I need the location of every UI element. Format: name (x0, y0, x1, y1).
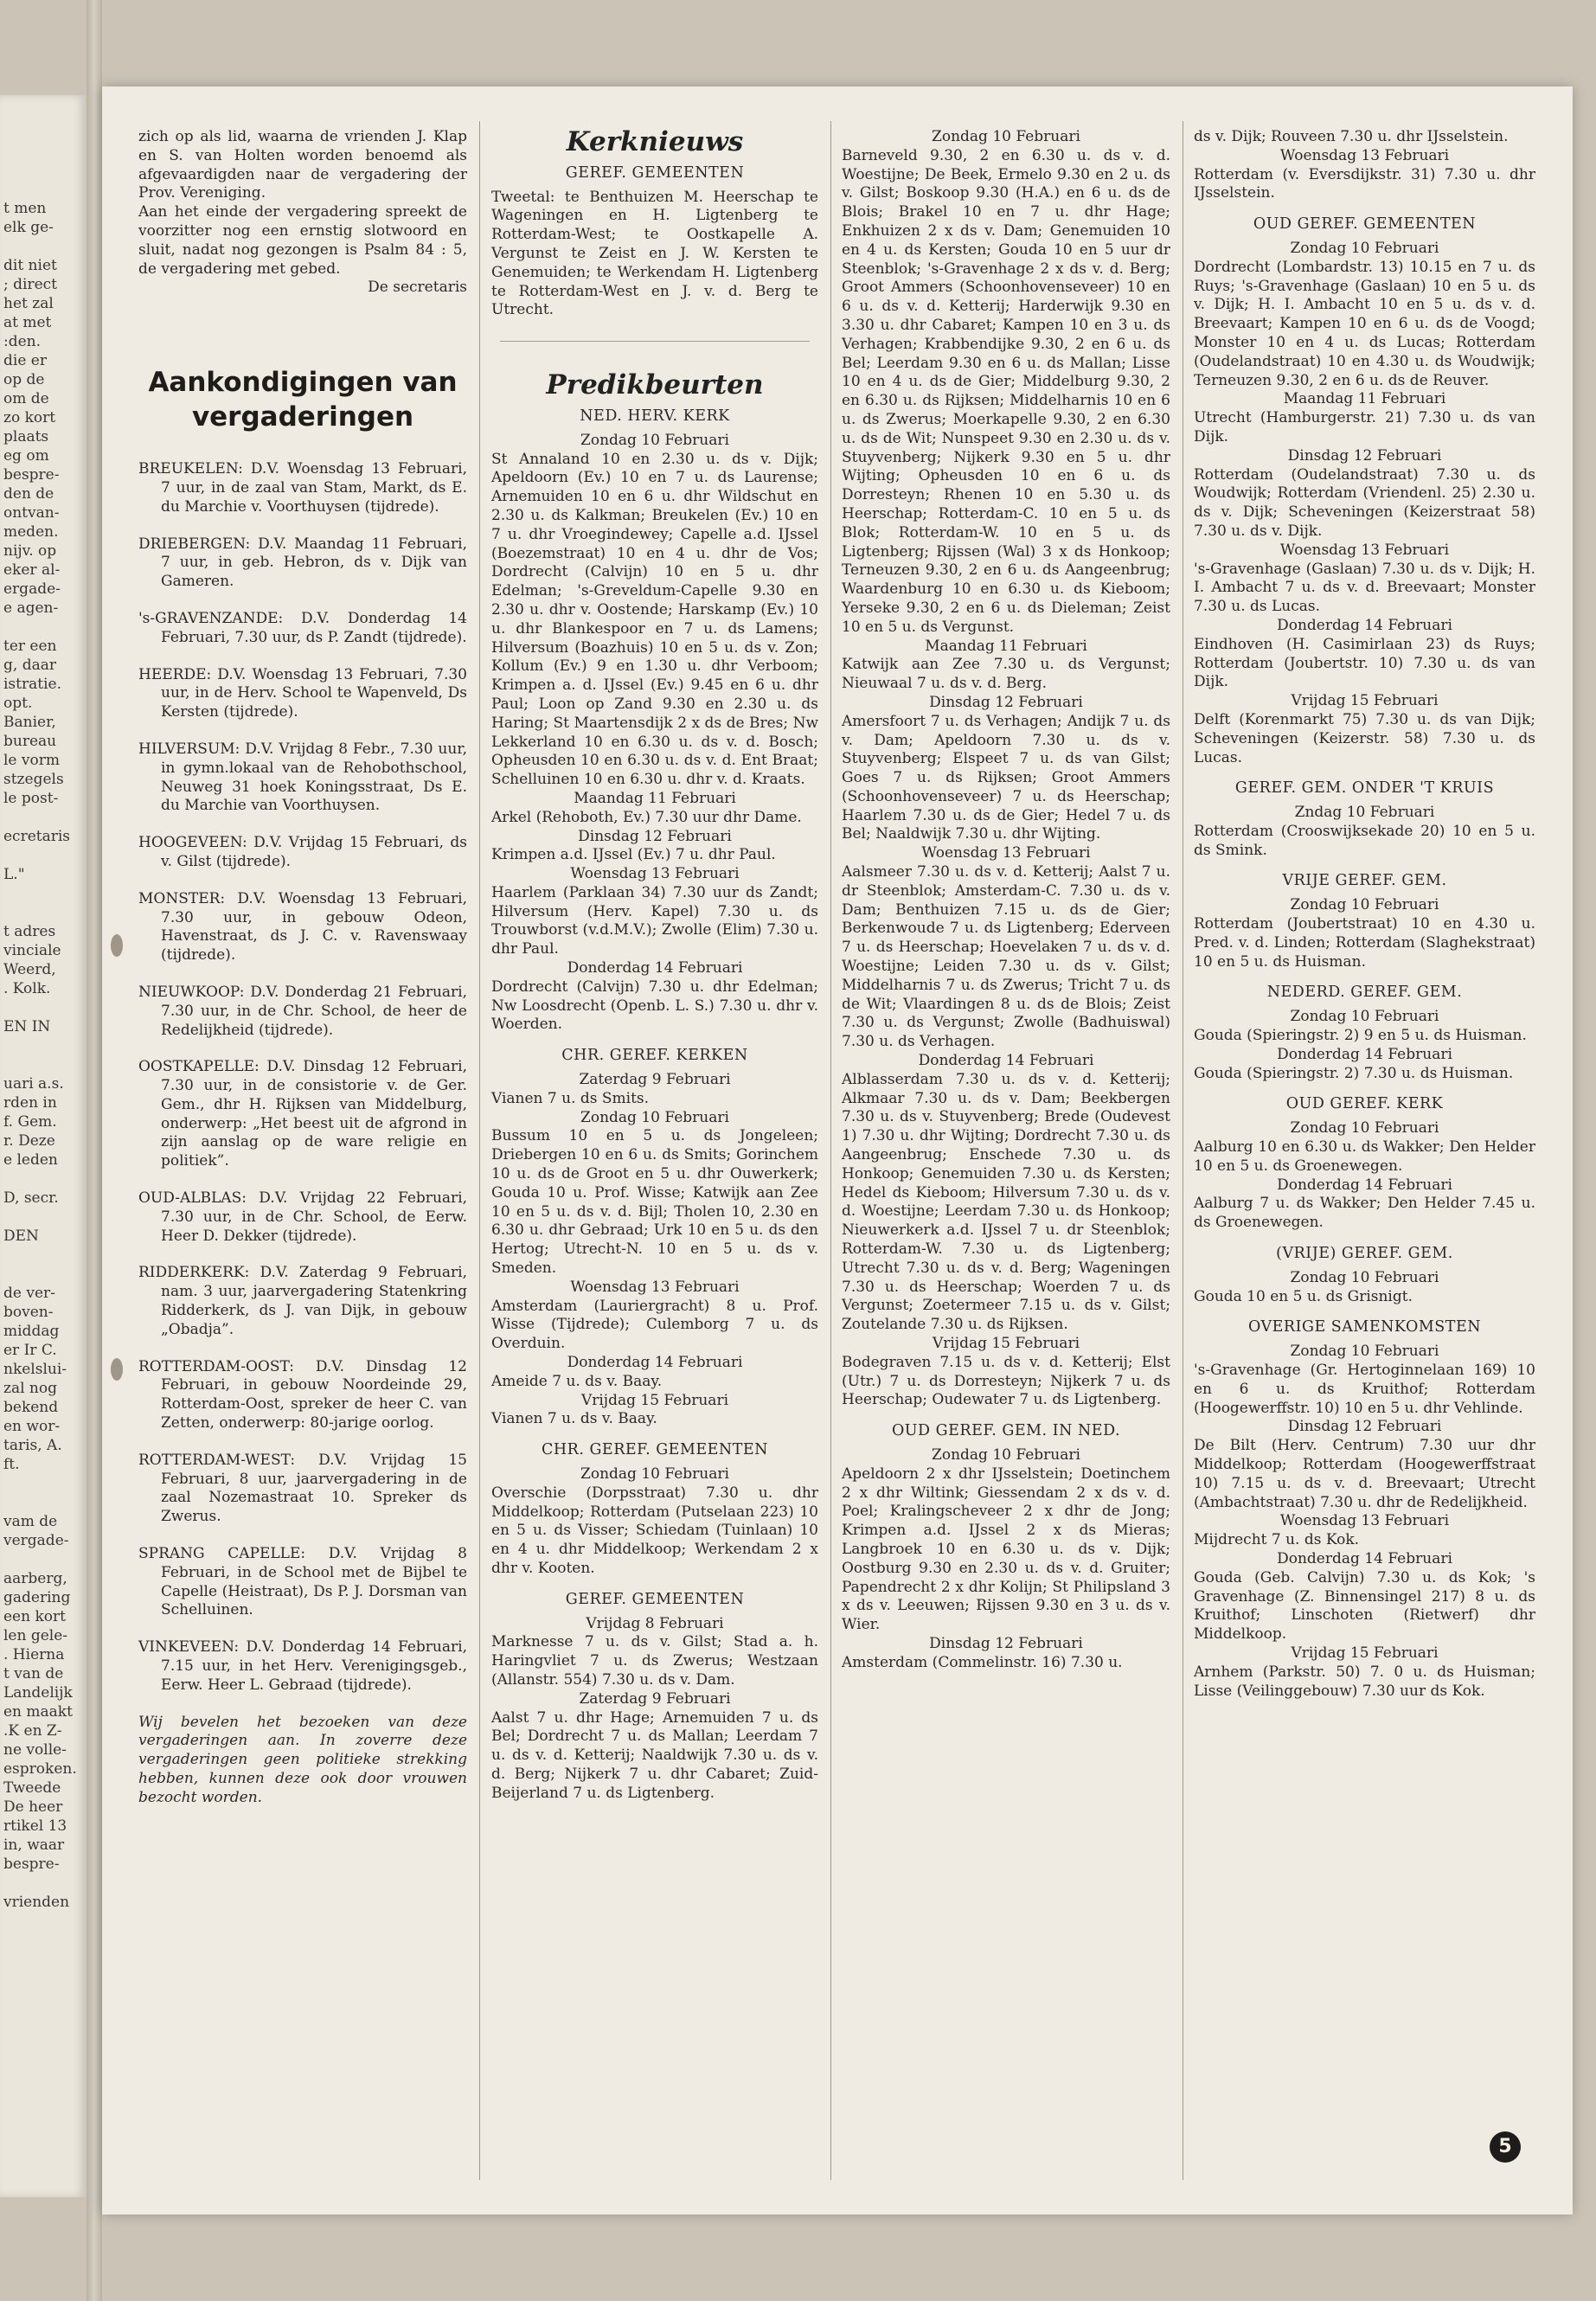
announcement-item: OOSTKAPELLE: D.V. Dinsdag 12 Februari, 7.30 uur, in de consistorie v. de Ger. Gem., dhr H. Rijksen van Middelburg, onderwerp: „Het beest uit de afgrond in zijn aanslag op de ware religie en politiek”. (138, 1058, 467, 1170)
secretary-signature: De secretaris (368, 279, 467, 297)
announcements-heading: Aankondigingen van vergaderingen (148, 367, 458, 433)
predikbeurten-heading: Predikbeurten (546, 369, 764, 401)
meeting-report-closing: Aan het einde der vergadering spreekt de voorzitter nog een ernstig slotwoord en sluit, nadat nog gezongen is Psalm 84 : 5, de vergadering met gebed. (138, 203, 467, 278)
left-fragment-line: een kort (3, 1608, 66, 1625)
left-fragment-line (3, 884, 83, 903)
announcement-list (138, 460, 467, 1695)
left-fragment-line: t adres (3, 923, 56, 940)
day-heading: Woensdag 13 Februari (1279, 541, 1450, 559)
announcement-item: BREUKELEN: D.V. Woensdag 13 Februari, 7 uur, in de zaal van Stam, Markt, ds E. du Marchie v. Voorthuysen (tijdrede). (138, 460, 467, 516)
left-fragment-line: op de (3, 371, 45, 388)
day-heading: Maandag 11 Februari (925, 637, 1087, 655)
left-fragment-line: L." (3, 866, 25, 883)
day-heading: Vrijdag 15 Februari (1291, 692, 1439, 710)
left-fragment-line: nijv. op (3, 542, 57, 560)
left-fragment-line: vergade- (3, 1532, 69, 1549)
left-fragment-line: vinciale (3, 942, 61, 959)
sermon-listing-text: Aalsmeer 7.30 u. ds v. d. Ketterij; Aalst 7 u. dr Steenblok; Amsterdam-C. 7.30 u. ds v. Dam; Benthuizen 7.15 u. ds de Gier; Berkenwoude 7 u. ds Ligtenberg; Ederveen 7 u. ds Heerschap; Hoevelaken 7 u. ds v. d. Woestijne; Leiden 7.30 u. ds v. Gilst; Middelharnis 7 u. ds Zwerus; Tricht 7 u. ds de Wit; Vlaardingen 8 u. ds de Blois; Zeist 7.30 u. ds Vergunst; Zwolle (Badhuiswal) 7.30 u. ds Verhagen. (842, 863, 1170, 1051)
sermon-listing-text: Rotterdam (v. Eversdijkstr. 31) 7.30 u. dhr IJsselstein. (1194, 165, 1535, 202)
left-fragment-line: le vorm (3, 752, 60, 769)
announcement-item: VINKEVEEN: D.V. Donderdag 14 Februari, 7.15 uur, in het Herv. Verenigingsgeb., Eerw. Heer L. Gebraad (tijdrede). (138, 1638, 467, 1694)
day-heading: Donderdag 14 Februari (1277, 1549, 1452, 1567)
section-heading: CHR. GEREF. GEMEENTEN (542, 1441, 768, 1459)
day-heading: Woensdag 13 Februari (570, 1278, 740, 1296)
section-heading: GEREF. GEMEENTEN (565, 1590, 745, 1608)
newspaper-page (102, 87, 1573, 2214)
left-fragment-line: e leden (3, 1151, 58, 1169)
left-fragment-line: ter een (3, 638, 57, 655)
sermon-listing-text: Vianen 7 u. ds Smits. (491, 1089, 650, 1107)
section-heading: OUD GEREF. GEM. IN NED. (891, 1422, 1121, 1440)
sermon-listing-text: Bodegraven 7.15 u. ds v. d. Ketterij; Elst (Utr.) 7 u. ds Dorresteyn; Nijkerk 7 u. ds Heerschap; Oudewater 7 u. ds Ligtenberg. (842, 1353, 1170, 1409)
meeting-report-intro: zich op als lid, waarna de vrienden J. Klap en S. van Holten worden benoemd als afgevaardigden naar de vergadering der Prov. Vereniging. (138, 128, 467, 202)
sermon-listings (1194, 128, 1535, 1701)
left-fragment-line: bureau (3, 733, 57, 750)
sermon-listings (842, 128, 1170, 1673)
column-rule (479, 121, 480, 2180)
sermon-listing-text: Delft (Korenmarkt 75) 7.30 u. ds van Dijk; Scheveningen (Keizerstr. 58) 7.30 u. ds Lucas. (1194, 710, 1535, 766)
left-fragment-line: ne volle- (3, 1741, 67, 1759)
left-fragment-line: . Hierna (3, 1646, 65, 1663)
left-fragment-line: Weerd, (3, 961, 56, 978)
day-heading: Woensdag 13 Februari (570, 865, 740, 883)
day-heading: Zondag 10 Februari (1290, 1268, 1439, 1286)
column-announcements (138, 128, 467, 1808)
left-fragment-line (3, 903, 83, 922)
left-fragment-line (3, 1246, 83, 1265)
day-heading: Zondag 10 Februari (1290, 239, 1439, 257)
left-fragment-line: ergade- (3, 580, 61, 598)
binding-hole (111, 934, 123, 957)
day-heading: Vrijdag 15 Februari (1291, 1644, 1439, 1662)
day-heading: Zndag 10 Februari (1294, 804, 1435, 822)
page-number: 5 (1490, 2131, 1521, 2163)
day-heading: Zondag 10 Februari (1290, 1343, 1439, 1361)
sermon-listing-text: Haarlem (Parklaan 34) 7.30 uur ds Zandt; Hilversum (Herv. Kapel) 7.30 u. ds Trouwborst (v.d.M.V.); Zwolle (Elim) 7.30 u. dhr Paul. (491, 883, 818, 958)
announcement-item: 's-GRAVENZANDE: D.V. Donderdag 14 Februari, 7.30 uur, ds P. Zandt (tijdrede). (138, 609, 467, 646)
sermon-listing-text: Alblasserdam 7.30 u. ds v. d. Ketterij; Alkmaar 7.30 u. ds v. Dam; Beekbergen 7.30 u. ds v. Stuyvenberg; Brede (Oudevest 1) 7.30 u. dhr Wijting; Dordrecht 7.30 u. ds Aangeenbrug; Enschede 7.30 u. ds Honkoop; Genemuiden 7.30 u. ds Kersten; Hedel ds Kieboom; Hilversum 7.30 u. ds v. d. Woestijne; Leerdam 7.30 u. ds Honkoop; Nieuwerkerk a.d. IJssel 7 u. dr Steenblok; Rotterdam-W. 7.30 u. ds Ligtenberg; Utrecht 7.30 u. ds v. d. Berg; Wageningen 7.30 u. ds Heerschap; Woerden 7 u. ds Vergunst; Zoetermeer 7.15 u. ds v. Gilst; Zoutelande 7.30 u. ds Rijksen. (842, 1070, 1170, 1334)
day-heading: Zaterdag 9 Februari (579, 1689, 731, 1708)
day-heading: Zondag 10 Februari (580, 1465, 729, 1483)
left-fragment-line: boven- (3, 1304, 54, 1321)
left-fragment-line: meden. (3, 523, 59, 541)
left-fragment-line: le post- (3, 790, 59, 807)
left-fragment-line: Tweede (3, 1779, 61, 1797)
day-heading: Zondag 10 Februari (1290, 896, 1439, 914)
left-fragment-line: de ver- (3, 1285, 55, 1302)
left-fragment-line: len gele- (3, 1627, 68, 1644)
section-heading: NEDERD. GEREF. GEM. (1266, 984, 1463, 1002)
announcement-item: ROTTERDAM-WEST: D.V. Vrijdag 15 Februari, 8 uur, jaarvergadering in de zaal Nozemastraat 10. Spreker ds Zwerus. (138, 1451, 467, 1526)
left-fragment-line: die er (3, 352, 47, 369)
sermon-listing-text: Gouda 10 en 5 u. ds Grisnigt. (1194, 1287, 1413, 1305)
day-heading: Maandag 11 Februari (1283, 390, 1446, 408)
page-gutter (87, 0, 102, 2301)
left-fragment-line: bespre- (3, 466, 60, 484)
section-heading: GEREF. GEMEENTEN (565, 163, 745, 182)
sermon-listing-text: Eindhoven (H. Casimirlaan 23) ds Ruys; Rotterdam (Joubertstr. 10) 7.30 u. ds van Dijk. (1194, 635, 1535, 691)
left-fragment-line: . Kolk. (3, 980, 51, 997)
left-fragment-line: aarberg, (3, 1570, 67, 1587)
left-fragment-line: g, daar (3, 657, 56, 674)
left-fragment-line: stzegels (3, 771, 64, 788)
day-heading: Dinsdag 12 Februari (929, 693, 1083, 711)
left-fragment-line: f. Gem. (3, 1113, 57, 1131)
left-fragment-line: elk ge- (3, 219, 54, 236)
left-fragment-line: rtikel 13 (3, 1817, 67, 1835)
left-fragment-line (3, 1208, 83, 1227)
tweetal-text: Tweetal: te Benthuizen M. Heerschap te Wageningen en H. Ligtenberg te Rotterdam-West; te Oostkapelle A. Vergunst te Zeist en J. W. Kersten te Genemuiden; te Werkendam H. Ligtenberg te Rotterdam-West en J. v. d. Berg te Utrecht. (491, 188, 818, 319)
left-fragment-line: esproken. (3, 1760, 77, 1778)
column-sermons-2 (842, 128, 1170, 1673)
left-page-text-fragments (3, 199, 83, 1912)
section-heading: OUD GEREF. GEMEENTEN (1253, 215, 1477, 234)
section-heading: (VRIJE) GEREF. GEM. (1276, 1245, 1453, 1263)
announcement-item: ROTTERDAM-OOST: D.V. Dinsdag 12 Februari, in gebouw Noordeinde 29, Rotterdam-Oost, spreker de heer C. van Zetten, onderwerp: 80-jarige oorlog. (138, 1357, 467, 1433)
left-fragment-line: plaats (3, 428, 49, 445)
sermon-listing-text: Gouda (Geb. Calvijn) 7.30 u. ds Kok; 's Gravenhage (Z. Binnensingel 217) 8 u. ds Kruithof; Linschoten (Rietwerf) dhr Middelkoop. (1194, 1568, 1535, 1644)
sermon-listing-text: 's-Gravenhage (Gr. Hertoginnelaan 169) 10 en 6 u. ds Kruithof; Rotterdam (Hoogewerffstr. 10) 10 en 5 u. dhr Vehlinde. (1194, 1362, 1535, 1417)
left-fragment-line (3, 1474, 83, 1493)
left-fragment-line: DEN (3, 1227, 39, 1245)
sermon-listing-text: Katwijk aan Zee 7.30 u. ds Vergunst; Nieuwaal 7 u. ds v. d. Berg. (842, 656, 1170, 693)
left-fragment-line: Landelijk (3, 1684, 73, 1702)
announcement-item: HOOGEVEEN: D.V. Vrijdag 15 Februari, ds v. Gilst (tijdrede). (138, 834, 467, 870)
sermon-listing-text: Aalst 7 u. dhr Hage; Arnemuiden 7 u. ds Bel; Dordrecht 7 u. ds Mallan; Leerdam 7 u. ds v. d. Ketterij; Naaldwijk 7.30 u. ds v. d. Berg; Nijkerk 7 u. dhr Cabaret; Zuid-Beijerland 7 u. ds Ligtenberg. (491, 1708, 818, 1802)
day-heading: Donderdag 14 Februari (1277, 616, 1452, 634)
left-fragment-line: taris, A. (3, 1437, 62, 1454)
announcement-item: OUD-ALBLAS: D.V. Vrijdag 22 Februari, 7.30 uur, in de Chr. School, de Eerw. Heer D. Dekker (tijdrede). (138, 1189, 467, 1245)
day-heading: Dinsdag 12 Februari (1287, 1418, 1442, 1436)
day-heading: Maandag 11 Februari (574, 789, 736, 807)
day-heading: Dinsdag 12 Februari (578, 827, 732, 845)
left-fragment-line: EN IN (3, 1018, 51, 1035)
left-fragment-line: ft. (3, 1456, 20, 1473)
left-fragment-line: zal nog (3, 1380, 57, 1397)
sermon-listing-text: Rotterdam (Oudelandstraat) 7.30 u. ds Woudwijk; Rotterdam (Vriendenl. 25) 2.30 u. ds v. Dijk; Scheveningen (Keizerstraat 58) 7.30 u. ds v. Dijk. (1194, 465, 1535, 540)
left-fragment-line: r. Deze (3, 1132, 55, 1150)
left-fragment-line: e agen- (3, 599, 59, 617)
left-fragment-line: in, waar (3, 1836, 65, 1854)
left-fragment-line: t men (3, 200, 47, 217)
left-fragment-line: opt. (3, 695, 33, 712)
announcement-item: HILVERSUM: D.V. Vrijdag 8 Febr., 7.30 uur, in gymn.lokaal van de Rehobothschool, Neuweg 31 hoek Koningsstraat, Ds E. du Marchie van Voorthuysen. (138, 740, 467, 815)
left-fragment-line: er Ir C. (3, 1342, 57, 1359)
left-page-edge (0, 95, 87, 2197)
left-fragment-line (3, 998, 83, 1017)
section-divider (500, 341, 810, 342)
left-fragment-line (3, 1036, 83, 1055)
sermon-listing-text: Amsterdam (Lauriergracht) 8 u. Prof. Wisse (Tijdrede); Culemborg 7 u. ds Overduin. (491, 1297, 818, 1353)
sermon-listing-text: Dordrecht (Calvijn) 7.30 u. dhr Edelman; Nw Loosdrecht (Openb. L. S.) 7.30 u. dhr v. Woerden. (491, 977, 818, 1034)
announcement-item: HEERDE: D.V. Woensdag 13 Februari, 7.30 uur, in de Herv. School te Wapenveld, Ds Kersten (tijdrede). (138, 665, 467, 721)
left-fragment-line: D, secr. (3, 1189, 59, 1207)
left-fragment-line: gadering (3, 1589, 71, 1606)
kerknieuws-heading: Kerknieuws (566, 126, 744, 157)
left-fragment-line: t van de (3, 1665, 64, 1682)
left-fragment-line (3, 1874, 83, 1893)
sermon-listing-text: Dordrecht (Lombardstr. 13) 10.15 en 7 u. ds Ruys; 's-Gravenhage (Gaslaan) 10 en 5 u. ds v. Dijk; H. I. Ambacht 10 en 5 u. ds v. d. Breevaart; Kampen 10 en 6 u. ds de Voogd; Monster 10 en 4 u. ds Lucas; Rotterdam (Oudelandstraat) 10 en 4.30 u. ds Woudwijk; Terneuzen 9.30, 2 en 6 u. ds de Reuver. (1194, 258, 1535, 389)
section-heading: VRIJE GEREF. GEM. (1282, 872, 1447, 890)
announcement-item: DRIEBERGEN: D.V. Maandag 11 Februari, 7 uur, in geb. Hebron, ds v. Dijk van Gameren. (138, 535, 467, 591)
day-heading: Donderdag 14 Februari (1277, 1045, 1452, 1063)
sermon-listing-text: Overschie (Dorpsstraat) 7.30 u. dhr Middelkoop; Rotterdam (Putselaan 223) 10 en 5 u. ds Visser; Schiedam (Tuinlaan) 10 en 4 u. dhr Middelkoop; Werkendam 2 x dhr v. Kooten. (491, 1484, 818, 1577)
sermon-listing-text: ds v. Dijk; Rouveen 7.30 u. dhr IJsselstein. (1194, 128, 1509, 145)
binding-hole (111, 1358, 123, 1381)
day-heading: Vrijdag 15 Februari (932, 1335, 1080, 1352)
day-heading: Donderdag 14 Februari (567, 1354, 743, 1372)
announcement-item: RIDDERKERK: D.V. Zaterdag 9 Februari, nam. 3 uur, jaarvergadering Statenkring Ridderkerk, ds J. van Dijk, in gebouw „Obadja”. (138, 1264, 467, 1338)
sermon-listing-text: St Annaland 10 en 2.30 u. ds v. Dijk; Apeldoorn (Ev.) 10 en 7 u. ds Laurense; Arnemuiden 10 en 6 u. dhr Wildschut en 2.30 u. ds Kalkman; Breukelen (Ev.) 10 en 7 u. dhr Vroegindewey; Capelle a.d. IJssel (Boezemstraat) 10 en 4 u. dhr de Vos; Dordrecht (Calvijn) 10 en 5 u. dhr Edelman; 's-Greveldum-Capelle 9.30 en 2.30 u. dhr v. Oostende; Harskamp (Ev.) 10 u. dhr Blankespoor en 7 u. ds Lamens; Hilversum (Boazhuis) 10 en 5 u. ds v. Zon; Kollum (Ev.) 9 en 1.30 u. dhr Verboom; Krimpen a. d. IJssel (Ev.) 9.45 en 6 u. dhr Paul; Loon op Zand 9.30 en 2.30 u. ds Haring; St Maartensdijk 2 x ds de Bres; Nw Lekkerland 10 en 6.30 u. ds v. d. Bosch; Opheusden 10 en 6.30 u. ds v. d. Ent Braat; Schelluinen 10 en 6.30 u. dhr v. d. Kraats. (491, 450, 818, 789)
column-sermons-3 (1194, 128, 1535, 1701)
day-heading: Woensdag 13 Februari (1279, 1512, 1450, 1530)
left-fragment-line: rden in (3, 1094, 57, 1112)
section-heading: OVERIGE SAMENKOMSTEN (1247, 1318, 1482, 1336)
day-heading: Dinsdag 12 Februari (929, 1634, 1083, 1652)
column-rule (830, 121, 831, 2180)
left-fragment-line (3, 1055, 83, 1074)
left-fragment-line (3, 808, 83, 827)
left-fragment-line: nkelslui- (3, 1361, 67, 1378)
day-heading: Dinsdag 12 Februari (1287, 446, 1442, 465)
left-fragment-line: bekend (3, 1399, 59, 1416)
left-fragment-line: vam de (3, 1513, 58, 1530)
sermon-listing-text: Amersfoort 7 u. ds Verhagen; Andijk 7 u. ds v. Dam; Apeldoorn 7.30 u. ds v. Stuyvenberg; Elspeet 7 u. ds van Gilst; Goes 7 u. ds Rijksen; Groot Ammers (Schoonhovenseveer) 7 u. ds Heerschap; Haarlem 7.30 u. ds de Gier; Hedel 7 u. ds Bel; Naaldwijk 7.30 u. dhr Wijting. (842, 712, 1170, 843)
left-fragment-line: Banier, (3, 714, 56, 731)
left-fragment-line: en maakt (3, 1703, 73, 1721)
sermon-listings (491, 407, 818, 1804)
sermon-listing-text: Ameide 7 u. ds v. Baay. (491, 1372, 663, 1390)
day-heading: Vrijdag 15 Februari (580, 1391, 729, 1409)
day-heading: Zondag 10 Februari (932, 128, 1080, 145)
section-heading: OUD GEREF. KERK (1285, 1095, 1444, 1113)
day-heading: Zondag 10 Februari (932, 1445, 1080, 1464)
left-fragment-line: ecretaris (3, 828, 71, 845)
left-fragment-line: vrienden (3, 1894, 70, 1911)
left-fragment-line: zo kort (3, 409, 56, 426)
left-fragment-line (3, 846, 83, 865)
left-fragment-line: het zal (3, 295, 54, 312)
sermon-listing-text: Gouda (Spieringstr. 2) 7.30 u. ds Huisman. (1194, 1064, 1514, 1082)
sermon-listing-text: De Bilt (Herv. Centrum) 7.30 uur dhr Middelkoop; Rotterdam (Hoogewerffstraat 10) 7.15 u. ds v. d. Breevaart; Utrecht (Ambachtstraat) 7.30 u. dhr de Redelijkheid. (1194, 1437, 1535, 1511)
sermon-listing-text: Vianen 7 u. ds v. Baay. (491, 1410, 657, 1428)
announcement-item: MONSTER: D.V. Woensdag 13 Februari, 7.30 uur, in gebouw Odeon, Havenstraat, ds J. C. v. Ravenswaay (tijdrede). (138, 889, 467, 965)
left-fragment-line: istratie. (3, 676, 61, 693)
left-fragment-line: middag (3, 1323, 60, 1340)
sermon-listing-text: Arnhem (Parkstr. 50) 7. 0 u. ds Huisman; Lisse (Veilinggebouw) 7.30 uur ds Kok. (1194, 1663, 1535, 1700)
left-fragment-line: ; direct (3, 276, 57, 293)
sermon-listing-text: Arkel (Rehoboth, Ev.) 7.30 uur dhr Dame. (491, 808, 802, 826)
left-fragment-line: .K en Z- (3, 1722, 62, 1740)
left-fragment-line (3, 1493, 83, 1512)
sermon-listing-text: Gouda (Spieringstr. 2) 9 en 5 u. ds Huisman. (1194, 1027, 1527, 1045)
left-fragment-line (3, 237, 83, 256)
day-heading: Donderdag 14 Februari (567, 959, 743, 977)
left-fragment-line (3, 618, 83, 637)
day-heading: Donderdag 14 Februari (1277, 1176, 1452, 1194)
day-heading: Donderdag 14 Februari (918, 1052, 1094, 1070)
left-fragment-line: om de (3, 390, 49, 407)
day-heading: Zondag 10 Februari (1290, 1119, 1439, 1138)
section-heading: GEREF. GEM. ONDER 'T KRUIS (1234, 779, 1495, 798)
day-heading: Zaterdag 9 Februari (579, 1071, 731, 1089)
day-heading: Woensdag 13 Februari (921, 844, 1091, 862)
day-heading: Woensdag 13 Februari (1279, 146, 1450, 164)
sermon-listing-text: Marknesse 7 u. ds v. Gilst; Stad a. h. Haringvliet 7 u. ds Zwerus; Westzaan (Allanstr. 554) 7.30 u. ds v. Dam. (491, 1633, 818, 1689)
left-fragment-line: den de (3, 485, 54, 503)
section-heading: CHR. GEREF. KERKEN (561, 1047, 748, 1065)
day-heading: Zondag 10 Februari (580, 431, 729, 449)
left-fragment-line (3, 1265, 83, 1284)
sermon-listing-text: Barneveld 9.30, 2 en 6.30 u. ds v. d. Woestijne; De Beek, Ermelo 9.30 en 2 u. ds v. Gilst; Boskoop 9.30 (H.A.) en 6 u. ds de Blois; Brakel 10 en 7 u. dhr Hage; Enkhuizen 2 x ds v. Dam; Genemuiden 10 en 4 u. ds Kersten; Gouda 10 en 5 uur dr Steenblok; 's-Gravenhage 2 x ds v. d. Berg; Groot Ammers (Schoonhovenseveer) 10 en 6 u. ds v. d. Ketterij; Harderwijk 9.30 en 3.30 u. dhr Cabaret; Kampen 10 en 3 u. ds Verhagen; Krabbendijke 9.30, 2 en 6 u. ds Bel; Leerdam 9.30 en 6 u. ds Mallan; Lisse 10 en 4 u. ds de Gier; Middelburg 9.30, 2 en 6.30 u. ds Rijksen; Middelharnis 10 en 6 u. ds Zwerus; Moerkapelle 9.30, 2 en 6.30 u. ds de Wit; Nunspeet 9.30 en 2.30 u. ds v. Stuyvenberg; Nijkerk 9.30 en 5 u. dhr Wijting; Opheusden 10 en 6 u. ds Dorresteyn; Rhenen 10 en 5.30 u. ds Heerschap; Rotterdam-C. 10 en 5 u. ds Blok; Rotterdam-W. 10 en 5 u. ds Ligtenberg; Rijssen (Wal) 3 x ds Honkoop; Terneuzen 9.30, 2 en 6 u. ds Aangeenbrug; Waardenburg 10 en 6.30 u. ds Kieboom; Yerseke 9.30, 2 en 6 u. ds Dieleman; Zeist 10 en 5 u. ds Vergunst. (842, 146, 1170, 636)
sermon-listing-text: Krimpen a.d. IJssel (Ev.) 7 u. dhr Paul. (491, 846, 776, 864)
sermon-listing-text: Amsterdam (Commelinstr. 16) 7.30 u. (842, 1653, 1123, 1671)
announcement-item: SPRANG CAPELLE: D.V. Vrijdag 8 Februari, in de School met de Bijbel te Capelle (Heistraat), Ds P. J. Dorsman van Schelluinen. (138, 1545, 467, 1619)
closing-note: Wij bevelen het bezoeken van deze vergaderingen aan. In zoverre deze vergaderingen geen politieke strekking hebben, kunnen deze ook door vrouwen bezocht worden. (138, 1713, 467, 1806)
left-fragment-line: eker al- (3, 561, 61, 579)
section-heading: NED. HERV. KERK (580, 407, 730, 425)
day-heading: Zondag 10 Februari (580, 1108, 729, 1126)
column-church-news (491, 128, 818, 1804)
sermon-listing-text: Aalburg 7 u. ds Wakker; Den Helder 7.45 u. ds Groenewegen. (1194, 1195, 1535, 1232)
day-heading: Zondag 10 Februari (1290, 1008, 1439, 1026)
left-fragment-line: en wor- (3, 1418, 61, 1435)
announcement-item: NIEUWKOOP: D.V. Donderdag 21 Februari, 7.30 uur, in de Chr. School, de heer de Redelijkheid (tijdrede). (138, 983, 467, 1039)
left-fragment-line: at met (3, 314, 52, 331)
sermon-listing-text: Bussum 10 en 5 u. ds Jongeleen; Driebergen 10 en 6 u. ds Smits; Gorinchem 10 u. ds de Groot en 5 u. dhr Ouwerkerk; Gouda 10 u. Prof. Wisse; Katwijk aan Zee 10 en 5 u. ds v. d. Bijl; Tholen 10, 2.30 en 6.30 u. dhr Gebraad; Urk 10 en 5 u. ds den Hertog; Utrecht-N. 10 en 5 u. ds v. Smeden. (491, 1127, 818, 1278)
left-fragment-line: :den. (3, 333, 42, 350)
sermon-listing-text: Rotterdam (Joubertstraat) 10 en 4.30 u. Pred. v. d. Linden; Rotterdam (Slaghekstraat) 10 en 5 u. ds Huisman. (1194, 915, 1535, 971)
left-fragment-line: De heer (3, 1798, 63, 1816)
left-fragment-line: uari a.s. (3, 1075, 64, 1093)
left-fragment-line: ontvan- (3, 504, 60, 522)
day-heading: Vrijdag 8 Februari (586, 1614, 724, 1632)
sermon-listing-text: Apeldoorn 2 x dhr IJsselstein; Doetinchem 2 x dhr Wiltink; Giessendam 2 x ds v. d. Poel; Kralingscheveer 2 x dhr de Jong; Krimpen a.d. IJssel 2 x ds Mieras; Langbroek 10 en 6.30 u. ds v. Dijk; Oostburg 9.30 en 2.30 u. ds v. d. Gruiter; Papendrecht 2 x dhr Kolijn; St Philipsland 3 x ds v. Leeuwen; Rijssen 9.30 en 3 u. ds v. Wier. (842, 1465, 1170, 1634)
left-fragment-line: bespre- (3, 1856, 60, 1873)
left-fragment-line (3, 1170, 83, 1189)
left-fragment-line: dit niet (3, 257, 57, 274)
sermon-listing-text: Mijdrecht 7 u. ds Kok. (1194, 1531, 1360, 1549)
sermon-listing-text: 's-Gravenhage (Gaslaan) 7.30 u. ds v. Dijk; H. I. Ambacht 7 u. ds v. d. Breevaart; Monster 7.30 u. ds Lucas. (1194, 560, 1535, 616)
left-fragment-line (3, 1550, 83, 1569)
sermon-listing-text: Utrecht (Hamburgerstr. 21) 7.30 u. ds van Dijk. (1194, 409, 1535, 445)
sermon-listing-text: Aalburg 10 en 6.30 u. ds Wakker; Den Helder 10 en 5 u. ds Groenewegen. (1194, 1138, 1535, 1175)
left-fragment-line: eg om (3, 447, 49, 465)
sermon-listing-text: Rotterdam (Crooswijksekade 20) 10 en 5 u. ds Smink. (1194, 822, 1535, 859)
